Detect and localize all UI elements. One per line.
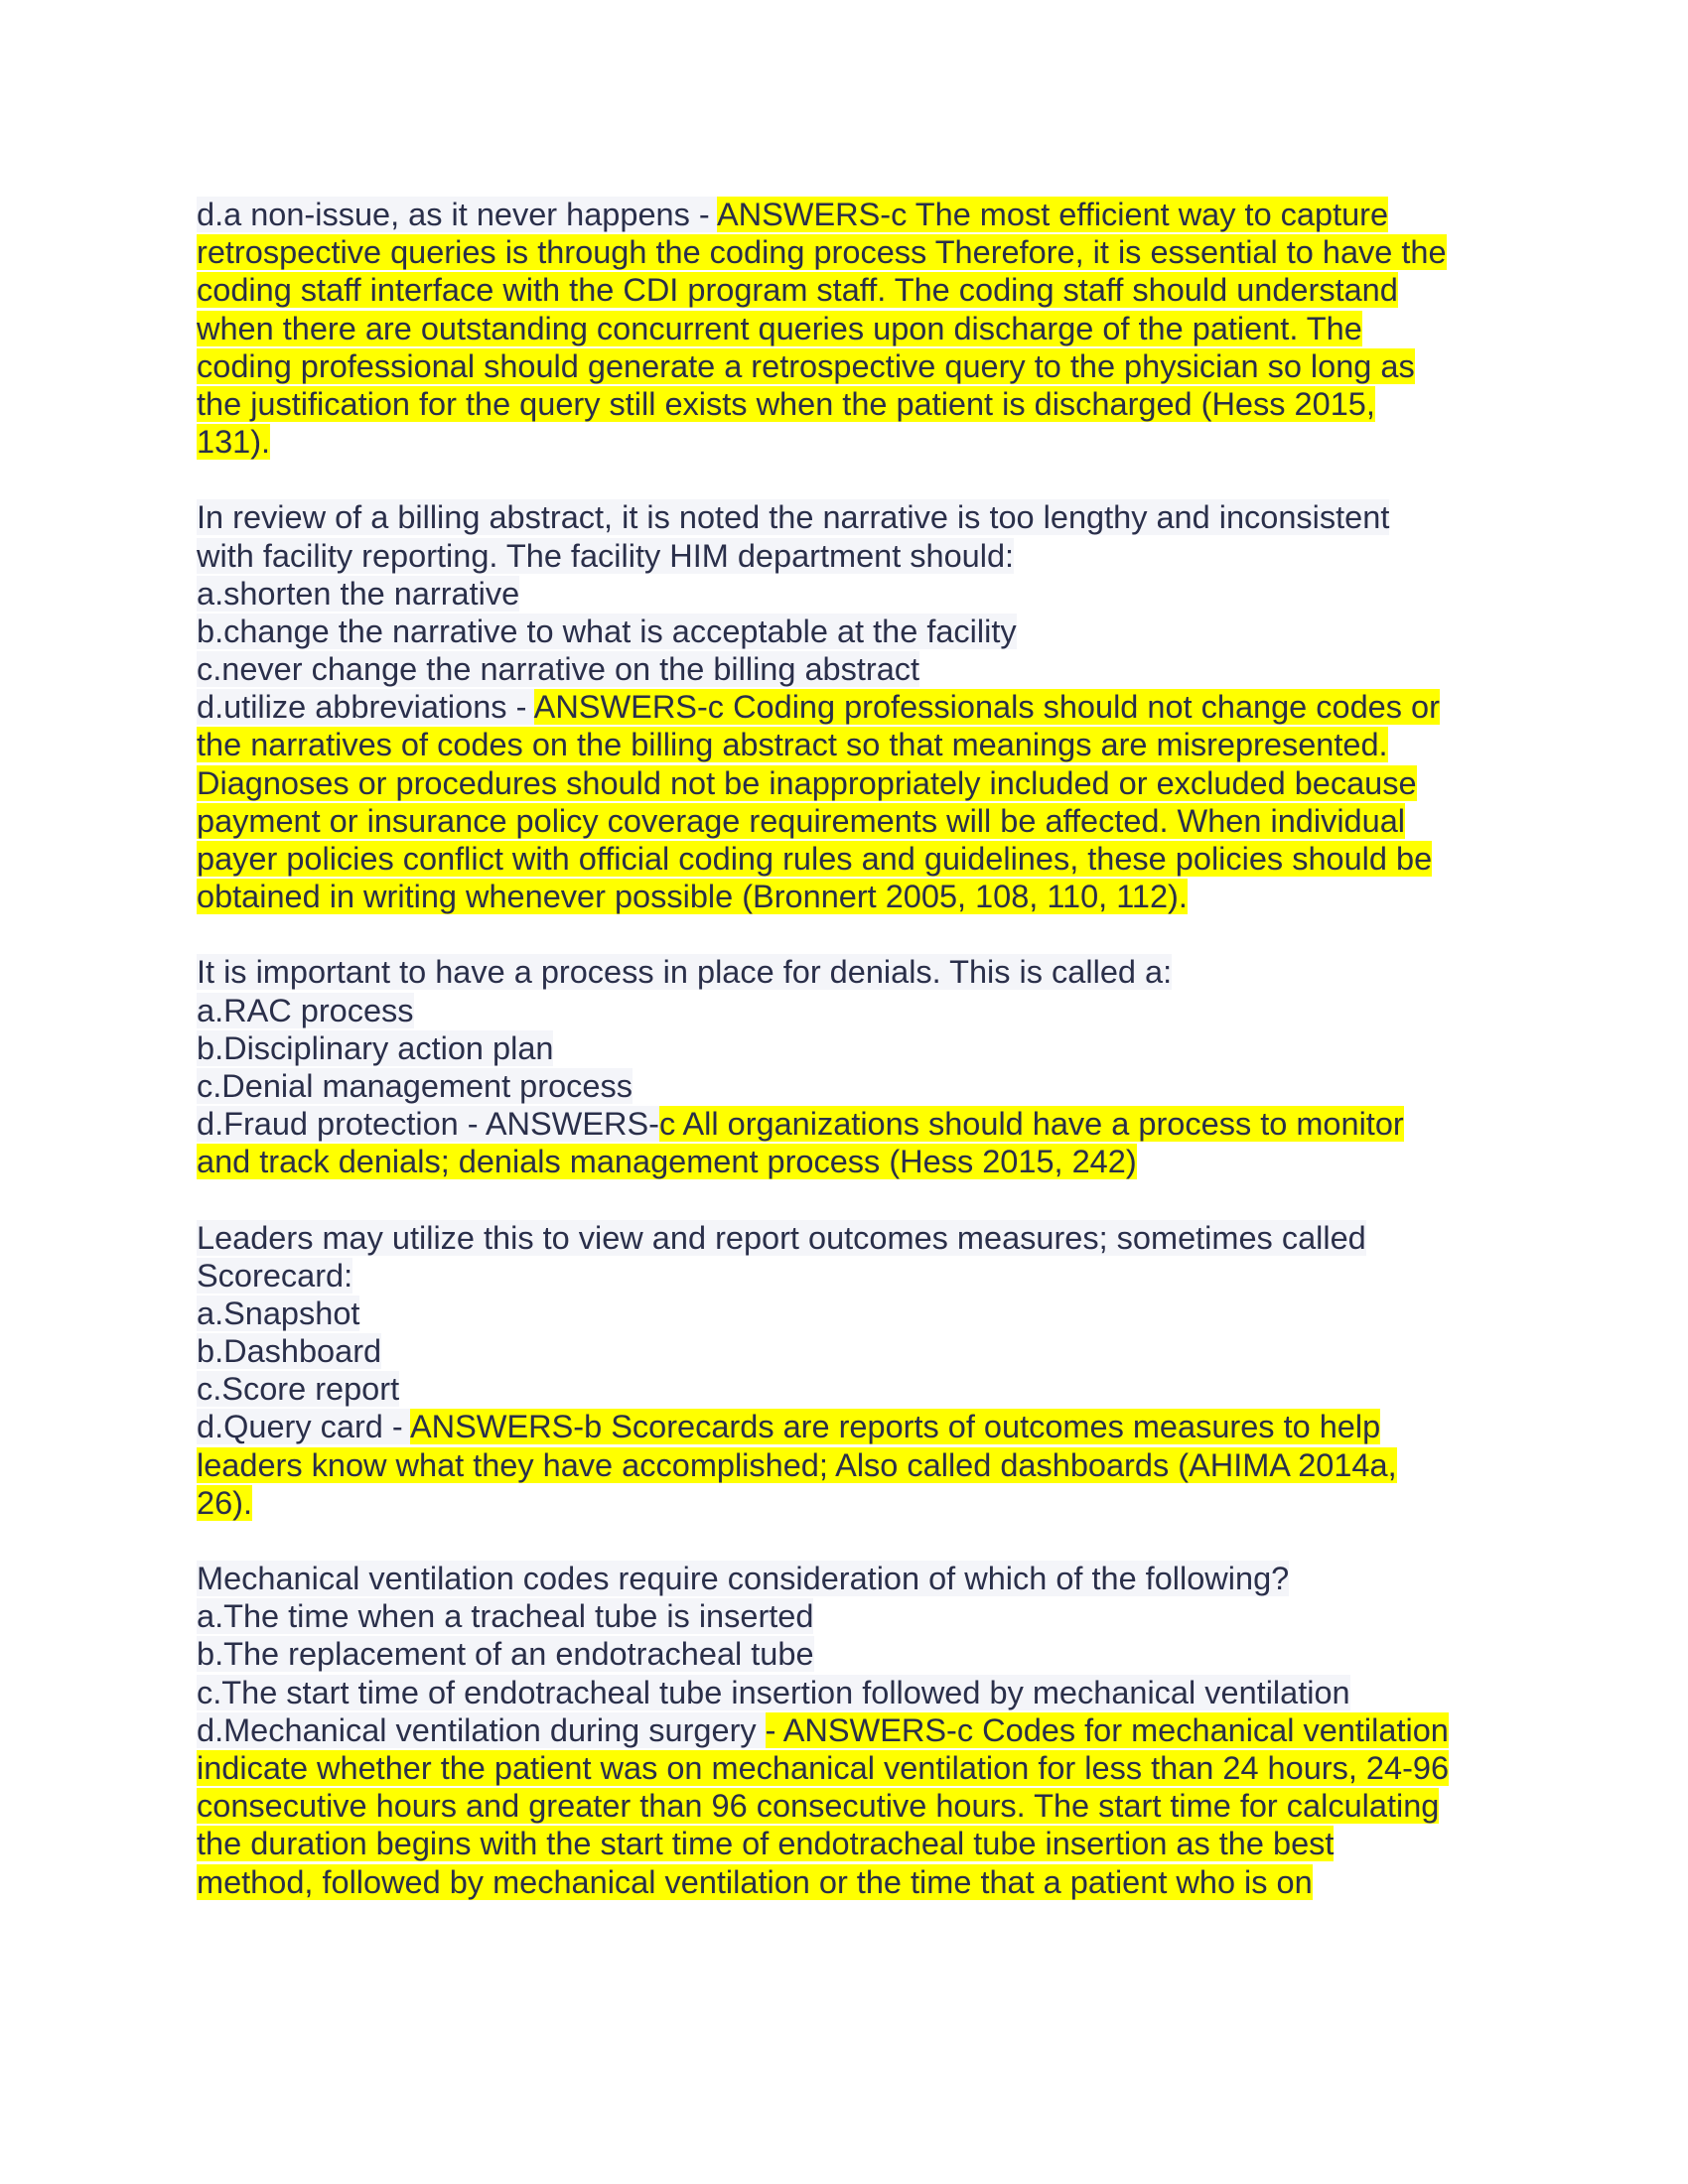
question-text: b.Disciplinary action plan	[197, 1029, 554, 1066]
answer-highlight: the justification for the query still exists when the patient is discharged (Hess 2015,	[197, 385, 1375, 422]
answer-highlight: ANSWERS-b Scorecards are reports of outcomes measures to help	[409, 1409, 1381, 1445]
text-line	[197, 1863, 1507, 1901]
question-text: a.shorten the narrative	[197, 575, 520, 612]
question-text: d.a non-issue, as it never happens -	[197, 197, 717, 232]
answer-highlight: the duration begins with the start time of endotracheal tube insertion as the best	[197, 1826, 1335, 1862]
text-line	[197, 1067, 1507, 1105]
question-text: In review of a billing abstract, it is noted the narrative is too lengthy and inconsistent	[197, 499, 1390, 536]
text-line	[197, 1446, 1507, 1484]
text-line	[197, 1484, 1507, 1522]
text-line	[197, 840, 1507, 878]
question-text: a.The time when a tracheal tube is inserted	[197, 1598, 814, 1635]
question-text: c.Denial management process	[197, 1067, 633, 1104]
text-line	[197, 498, 1507, 536]
answer-highlight: ANSWERS-c Coding professionals should not change codes or	[533, 689, 1440, 726]
question-text: b.change the narrative to what is acceptable at the facility	[197, 613, 1017, 649]
text-line	[197, 953, 1507, 991]
answer-highlight: indicate whether the patient was on mechanical ventilation for less than 24 hours, 24-96	[197, 1749, 1450, 1786]
text-line	[197, 688, 1507, 726]
question-text: Scorecard:	[197, 1257, 353, 1294]
question-block	[197, 498, 1507, 915]
answer-highlight: 131).	[197, 424, 271, 461]
text-line	[197, 1711, 1507, 1749]
text-line	[197, 575, 1507, 613]
answer-highlight: c All organizations should have a process to monitor	[659, 1106, 1404, 1143]
text-line	[197, 613, 1507, 650]
question-text: Leaders may utilize this to view and report outcomes measures; sometimes called	[197, 1219, 1366, 1256]
text-line	[197, 1143, 1507, 1180]
answer-highlight: the narratives of codes on the billing abstract so that meanings are misrepresented.	[197, 727, 1388, 763]
answer-highlight: consecutive hours and greater than 96 consecutive hours. The start time for calculating	[197, 1788, 1440, 1825]
answer-highlight: - ANSWERS-c Codes for mechanical ventilation	[765, 1711, 1449, 1748]
answer-highlight: when there are outstanding concurrent queries upon discharge of the patient. The	[197, 310, 1362, 346]
text-line	[197, 271, 1507, 309]
text-line	[197, 992, 1507, 1029]
question-block	[197, 1560, 1507, 1901]
text-line	[197, 1219, 1507, 1257]
text-line	[197, 878, 1507, 915]
text-line	[197, 1674, 1507, 1711]
text-line	[197, 802, 1507, 840]
text-line	[197, 537, 1507, 575]
answer-highlight: Diagnoses or procedures should not be inappropriately included or excluded because	[197, 764, 1417, 801]
question-text: d.Mechanical ventilation during surgery	[197, 1711, 766, 1748]
answer-highlight: leaders know what they have accomplished; Also called dashboards (AHIMA 2014a,	[197, 1446, 1397, 1483]
question-text: a.Snapshot	[197, 1295, 360, 1331]
question-text: with facility reporting. The facility HIM department should:	[197, 537, 1015, 574]
question-block	[197, 196, 1507, 461]
text-line	[197, 1370, 1507, 1408]
answer-highlight: ANSWERS-c The most efficient way to capture	[716, 197, 1389, 232]
question-text: c.The start time of endotracheal tube insertion followed by mechanical ventilation	[197, 1674, 1350, 1710]
text-line	[197, 1408, 1507, 1445]
text-line	[197, 1560, 1507, 1597]
answer-highlight: payment or insurance policy coverage requirements will be affected. When individual	[197, 802, 1405, 839]
question-text: d.Query card -	[197, 1409, 410, 1445]
document-page	[197, 196, 1507, 1939]
text-line	[197, 726, 1507, 763]
answer-highlight: method, followed by mechanical ventilation or the time that a patient who is on	[197, 1863, 1313, 1900]
question-text: a.RAC process	[197, 992, 414, 1028]
text-line	[197, 310, 1507, 347]
question-text: b.Dashboard	[197, 1333, 382, 1370]
answer-highlight: payer policies conflict with official coding rules and guidelines, these policies should be	[197, 841, 1433, 877]
question-block	[197, 953, 1507, 1180]
text-line	[197, 1105, 1507, 1143]
answer-highlight: retrospective queries is through the coding process Therefore, it is essential to have the	[197, 234, 1447, 271]
question-text: It is important to have a process in place for denials. This is called a:	[197, 954, 1173, 991]
question-text: c.never change the narrative on the billing abstract	[197, 651, 920, 688]
text-line	[197, 1332, 1507, 1370]
text-line	[197, 650, 1507, 688]
text-line	[197, 1635, 1507, 1673]
text-line	[197, 1029, 1507, 1067]
text-line	[197, 764, 1507, 802]
text-line	[197, 1597, 1507, 1635]
text-line	[197, 1257, 1507, 1295]
text-line	[197, 1825, 1507, 1862]
text-line	[197, 233, 1507, 271]
text-line	[197, 1749, 1507, 1787]
text-line	[197, 1295, 1507, 1332]
question-text: d.Fraud protection - ANSWERS-	[197, 1106, 659, 1143]
answer-highlight: 26).	[197, 1484, 253, 1521]
text-line	[197, 347, 1507, 385]
question-block	[197, 1219, 1507, 1523]
text-line	[197, 196, 1507, 233]
question-text: d.utilize abbreviations -	[197, 689, 534, 726]
text-line	[197, 1787, 1507, 1825]
text-line	[197, 423, 1507, 461]
text-line	[197, 385, 1507, 423]
question-text: c.Score report	[197, 1371, 400, 1408]
answer-highlight: coding staff interface with the CDI program staff. The coding staff should understand	[197, 272, 1398, 309]
answer-highlight: and track denials; denials management process (Hess 2015, 242)	[197, 1144, 1137, 1180]
question-text: Mechanical ventilation codes require consideration of which of the following?	[197, 1561, 1290, 1596]
question-text: b.The replacement of an endotracheal tube	[197, 1636, 814, 1673]
answer-highlight: obtained in writing whenever possible (Bronnert 2005, 108, 110, 112).	[197, 879, 1188, 915]
answer-highlight: coding professional should generate a retrospective query to the physician so long as	[197, 347, 1415, 384]
